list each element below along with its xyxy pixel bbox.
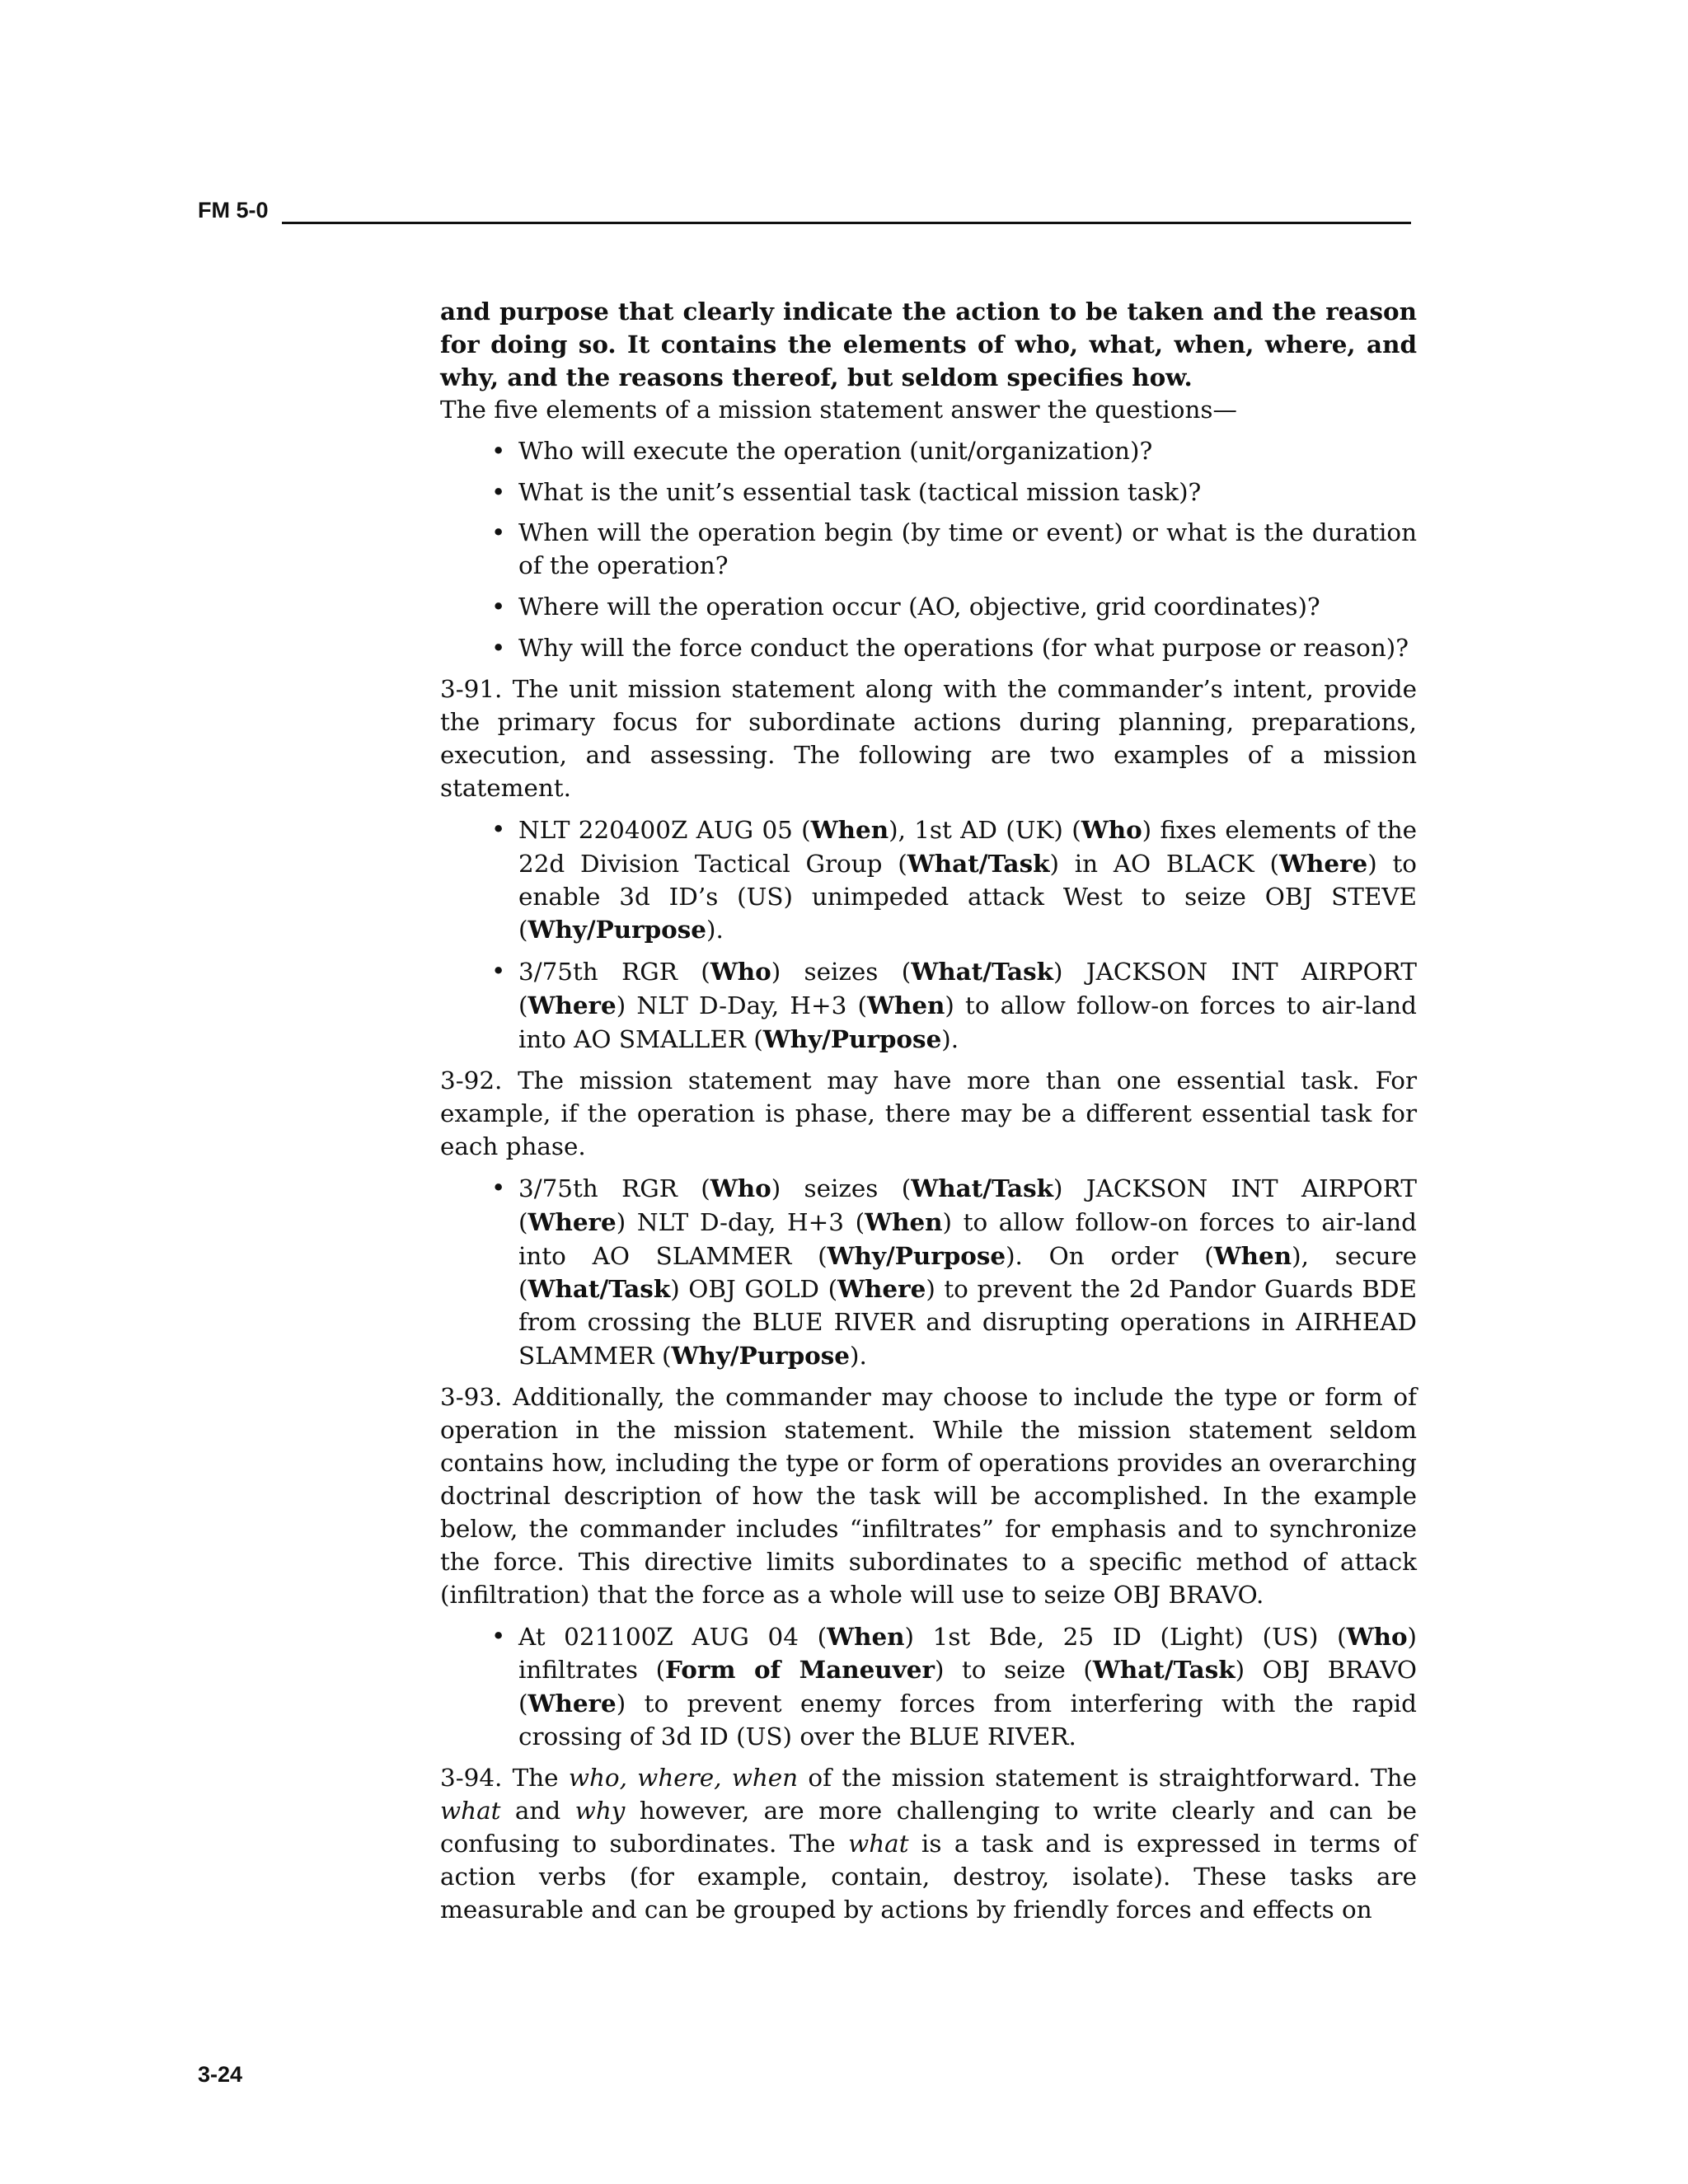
bullet-item (440, 813, 1417, 948)
bold-run: Where (837, 1274, 926, 1304)
bullet-icon: • (491, 814, 506, 843)
bold-run: Who (710, 1173, 771, 1202)
text-run: is a task and is expressed in terms of action verbs (for example, contain, destroy, isolate). These tasks are measurable and can be grouped by actions by friendly forces and effects on (440, 1829, 1417, 1924)
bold-run: Where (528, 991, 617, 1020)
bold-run: Where (528, 1689, 617, 1718)
bold-run: When (1213, 1240, 1292, 1270)
paragraph (440, 1381, 1417, 1611)
bold-run: Why/Purpose (762, 1024, 942, 1054)
text-run: 3-91. The unit mission statement along with the commander’s intent, provide the primary focus for subordinate actions during planning, preparations, execution, and assessing. The following are two examples of a mission statement. (440, 675, 1417, 802)
italic-run: what (440, 1797, 501, 1825)
bullet-list (440, 1172, 1417, 1373)
bold-run: Why/Purpose (827, 1240, 1006, 1270)
header-label: FM 5-0 (198, 198, 269, 223)
bullet-icon: • (491, 1173, 506, 1202)
bullet-item (440, 476, 1417, 509)
bullet-icon: • (491, 634, 506, 663)
text-run: 3/75th RGR ( (518, 1174, 710, 1202)
italic-run: what (848, 1829, 909, 1858)
bullet-item (440, 591, 1417, 624)
bold-run: Who (1346, 1621, 1408, 1651)
bold-run: What/Task (1092, 1655, 1236, 1685)
text-run: ), 1st AD (UK) ( (889, 815, 1081, 844)
text-run: ) NLT D-day, H+3 ( (616, 1207, 865, 1236)
text-run: ) to prevent the 2d Pandor Guards BDE from crossing the BLUE RIVER and disrupting operations in AIRHEAD SLAMMER ( (518, 1275, 1417, 1371)
text-run: Why will the force conduct the operations (for what purpose or reason)? (518, 634, 1409, 663)
text-run: NLT 220400Z AUG 05 ( (518, 815, 811, 844)
bullet-icon: • (491, 518, 506, 547)
text-run: ) OBJ BRAVO ( (518, 1656, 1418, 1718)
text-run: What is the unit’s essential task (tactical mission task)? (518, 477, 1202, 506)
text-run: ) JACKSON INT AIRPORT ( (518, 1174, 1417, 1236)
body-column (440, 295, 1417, 1935)
text-run: ) seizes ( (771, 958, 912, 987)
bullet-list (440, 1620, 1417, 1755)
bold-run: Why/Purpose (528, 915, 707, 944)
text-run: ) in AO BLACK ( (1049, 849, 1279, 878)
bold-run: When (810, 814, 889, 844)
bullet-item (440, 517, 1417, 583)
bold-run: Where (528, 1207, 617, 1236)
bullet-icon: • (491, 477, 506, 506)
text-run: ) JACKSON INT AIRPORT ( (518, 958, 1417, 1020)
bold-run: and purpose that clearly indicate the action to be taken and the reason for doing so. It contains the elements of who, what, when, where, and why, and the reasons thereof, but seldom specifies how. (440, 297, 1417, 391)
bold-run: What/Task (911, 1173, 1053, 1202)
bold-run: What/Task (911, 957, 1053, 987)
header-rule (282, 222, 1411, 224)
bullet-item (440, 1620, 1417, 1755)
text-run: ) fixes elements of the 22d Division Tactical Group ( (518, 815, 1418, 878)
page-number: 3-24 (198, 2062, 243, 2087)
bold-run: When (865, 1207, 943, 1236)
bold-run: Who (1081, 814, 1142, 844)
text-run: ) OBJ GOLD ( (670, 1275, 838, 1304)
italic-run: why (574, 1797, 626, 1825)
text-run: ) 1st Bde, 25 ID (Light) (US) ( (904, 1622, 1347, 1651)
text-run: ), secure ( (518, 1241, 1417, 1304)
bold-run: Why/Purpose (671, 1341, 851, 1371)
bold-run: What/Task (528, 1274, 671, 1304)
bullet-list (440, 435, 1417, 665)
bold-run: When (827, 1621, 905, 1651)
text-run: 3/75th RGR ( (518, 958, 710, 987)
bullet-icon: • (491, 436, 506, 465)
paragraph (440, 1762, 1417, 1927)
italic-run: who, where, when (568, 1764, 799, 1793)
bullet-item (440, 955, 1417, 1057)
bold-run: When (866, 991, 945, 1020)
text-run: ) to allow follow-on forces to air-land into AO SMALLER ( (518, 991, 1417, 1054)
bullet-item (440, 1172, 1417, 1373)
text-run: ) to prevent enemy forces from interfering with the rapid crossing of 3d ID (US) over the BLUE RIVER. (518, 1690, 1417, 1751)
paragraph (440, 673, 1417, 805)
bold-run: What/Task (907, 848, 1050, 878)
bullet-icon: • (491, 1621, 506, 1650)
text-run: ) to enable 3d ID’s (US) unimpeded attack West to seize OBJ STEVE ( (518, 849, 1417, 944)
text-run: of the mission statement is straightforward. The (798, 1764, 1418, 1793)
text-run: 3-94. The (440, 1764, 569, 1793)
bold-run: Who (710, 957, 771, 987)
text-run: When will the operation begin (by time or event) or what is the duration of the operation? (518, 518, 1417, 580)
bullet-item (440, 435, 1417, 468)
bold-run: Form of Maneuver (665, 1655, 935, 1685)
text-run: ). (941, 1025, 959, 1054)
text-run: Where will the operation occur (AO, objective, grid coordinates)? (518, 593, 1320, 621)
text-run: ). On order ( (1006, 1241, 1214, 1270)
text-run: ) to allow follow-on forces to air-land into AO SLAMMER ( (518, 1207, 1417, 1270)
text-run: ) NLT D-Day, H+3 ( (616, 991, 867, 1020)
text-run: ) seizes ( (771, 1174, 912, 1202)
text-run: At 021100Z AUG 04 ( (518, 1622, 828, 1651)
text-run: and (500, 1797, 575, 1825)
definition-continuation (440, 295, 1417, 394)
text-run: 3-92. The mission statement may have more than one essential task. For example, if the operation is phase, there may be a different essential task for each phase. (440, 1066, 1417, 1160)
paragraph (440, 394, 1417, 427)
text-run: Who will execute the operation (unit/organization)? (518, 436, 1153, 465)
text-run: The five elements of a mission statement answer the questions— (440, 395, 1237, 424)
text-run: however, are more challenging to write clearly and can be confusing to subordinates. The (440, 1797, 1418, 1858)
bullet-list (440, 813, 1417, 1057)
bullet-item (440, 632, 1417, 665)
text-run: ) infiltrates ( (518, 1622, 1418, 1685)
text-run: 3-93. Additionally, the commander may choose to include the type or form of operation in the mission statement. While the mission statement seldom contains how, including the type or form of operations provides an overarching doctrinal description of how the task will be accomplished. In the example below, the commander includes “infiltrates” for emphasis and to synchronize the force. This directive limits subordinates to a specific method of attack (infiltration) that the force as a whole will use to seize OBJ BRAVO. (440, 1383, 1417, 1609)
paragraph (440, 1065, 1417, 1164)
text-run: ). (706, 916, 724, 944)
bullet-icon: • (491, 593, 506, 621)
bold-run: Where (1278, 848, 1368, 878)
page-header (198, 194, 1411, 231)
text-run: ). (850, 1342, 867, 1371)
bullet-icon: • (491, 957, 506, 986)
text-run: ) to seize ( (934, 1656, 1093, 1685)
